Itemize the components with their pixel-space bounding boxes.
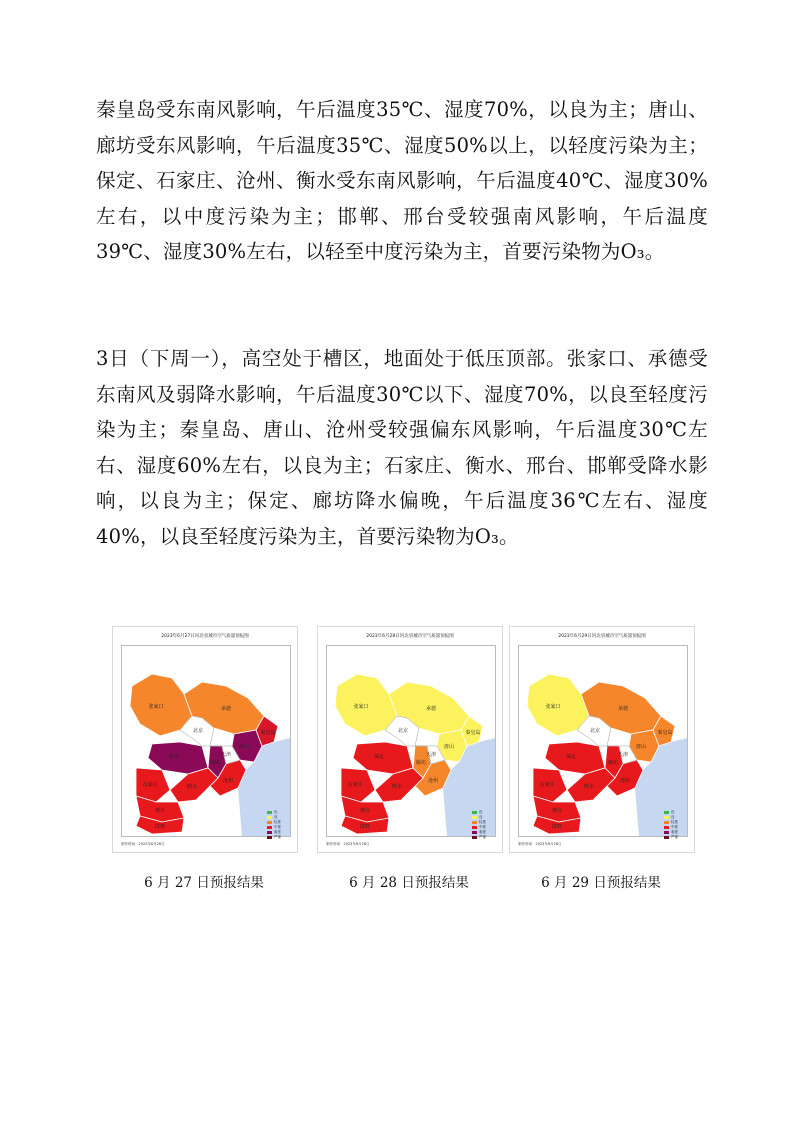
legend-label: 重度 <box>479 830 486 834</box>
map-label-lf: 廊坊 <box>607 760 619 766</box>
map-label-ts: 唐山 <box>635 744 647 750</box>
legend-label: 中度 <box>274 825 281 829</box>
legend-swatch <box>472 836 477 839</box>
legend-label: 中度 <box>479 825 486 829</box>
legend-swatch <box>267 811 272 814</box>
legend-swatch <box>664 831 669 834</box>
legend-label: 轻度 <box>479 820 486 824</box>
map-label-xt: 邢台 <box>551 808 563 814</box>
map-label-cz: 沧州 <box>222 778 234 784</box>
legend-item <box>267 835 285 840</box>
map-label-tj: 天津 <box>425 752 437 758</box>
map-label-hs: 衡水 <box>583 784 595 790</box>
legend-swatch <box>664 836 669 839</box>
hebei-map <box>122 646 290 836</box>
legend-swatch <box>472 816 477 819</box>
map-label-bd: 保定 <box>565 754 577 760</box>
map-label-qhd: 秦皇岛 <box>657 730 673 736</box>
legend-label: 重度 <box>671 830 678 834</box>
map-footer: 制作时间：2023年6月26日 <box>326 842 370 846</box>
map-label-bj: 北京 <box>397 728 409 734</box>
map-title: 2023年6月28日河北省城市空气质量预报图 <box>366 634 454 639</box>
map-title: 2023年6月29日河北省城市空气质量预报图 <box>558 634 646 639</box>
map-footer: 制作时间：2023年6月26日 <box>518 842 562 846</box>
legend-swatch <box>472 826 477 829</box>
legend-label: 中度 <box>671 825 678 829</box>
legend-label: 严重 <box>479 835 486 839</box>
map-label-ts: 唐山 <box>443 744 455 750</box>
legend-label: 优 <box>274 810 278 814</box>
legend-swatch <box>267 831 272 834</box>
map-label-cz: 沧州 <box>619 778 631 784</box>
map-frame <box>518 645 688 837</box>
map-label-ts: 唐山 <box>238 744 250 750</box>
map-legend <box>664 810 682 840</box>
map-label-qhd: 秦皇岛 <box>465 730 481 736</box>
legend-label: 轻度 <box>671 820 678 824</box>
map-label-sjz: 石家庄 <box>347 782 363 788</box>
paragraph-forecast-monday: 3日（下周一），高空处于槽区，地面处于低压顶部。张家口、承德受东南风及弱降水影响，午后温度30℃以下、湿度70%，以良至轻度污染为主；秦皇岛、唐山、沧州受较强偏东风影响，午后温度30℃左右、湿度60%左右，以良为主；石家庄、衡水、邢台、邯郸受降水影响，以良为主；保定、廊坊降水偏晚，午后温度36℃左右、湿度40%，以良至轻度污染为主，首要污染物为O₃。 <box>96 347 708 548</box>
map-label-cd: 承德 <box>425 706 437 712</box>
map-label-hd: 邯郸 <box>154 824 166 830</box>
legend-swatch <box>664 811 669 814</box>
legend-label: 优 <box>671 810 675 814</box>
map-label-hs: 衡水 <box>186 784 198 790</box>
map-label-bd: 保定 <box>373 754 385 760</box>
map-label-cz: 沧州 <box>427 778 439 784</box>
legend-label: 良 <box>479 815 483 819</box>
map-label-zjk: 张家口 <box>353 704 369 710</box>
map-label-cd: 承德 <box>617 706 629 712</box>
legend-swatch <box>267 836 272 839</box>
legend-label: 严重 <box>274 835 281 839</box>
legend-swatch <box>267 816 272 819</box>
legend-label: 良 <box>274 815 278 819</box>
map-label-hd: 邯郸 <box>359 824 371 830</box>
legend-swatch <box>267 821 272 824</box>
forecast-map-june-29 <box>509 626 695 853</box>
legend-swatch <box>267 826 272 829</box>
map-label-bj: 北京 <box>589 728 601 734</box>
map-label-tj: 天津 <box>617 752 629 758</box>
legend-swatch <box>664 816 669 819</box>
map-label-bd: 保定 <box>168 754 180 760</box>
legend-swatch <box>664 821 669 824</box>
caption-june-28: 6 月 28 日预报结果 <box>349 875 469 891</box>
legend-label: 优 <box>479 810 483 814</box>
caption-june-27: 6 月 27 日预报结果 <box>144 875 264 891</box>
forecast-map-june-27 <box>112 626 298 853</box>
hebei-map <box>519 646 687 836</box>
map-legend <box>472 810 490 840</box>
map-label-lf: 廊坊 <box>415 760 427 766</box>
map-legend <box>267 810 285 840</box>
legend-swatch <box>664 826 669 829</box>
map-footer: 制作时间：2023年6月26日 <box>121 842 165 846</box>
map-label-sjz: 石家庄 <box>142 782 158 788</box>
paragraph-forecast-sunday: 秦皇岛受东南风影响，午后温度35℃、湿度70%，以良为主；唐山、廊坊受东风影响，午后温度35℃、湿度50%以上，以轻度污染为主；保定、石家庄、沧州、衡水受东南风影响，午后温度40℃、湿度30%左右，以中度污染为主；邯郸、邢台受较强南风影响，午后温度39℃、湿度30%左右，以轻至中度污染为主，首要污染物为O₃。 <box>96 98 708 264</box>
map-title: 2023年6月27日河北省城市空气质量预报图 <box>161 634 249 639</box>
map-label-bj: 北京 <box>192 728 204 734</box>
map-label-cd: 承德 <box>220 706 232 712</box>
caption-june-29: 6 月 29 日预报结果 <box>541 875 661 891</box>
map-label-tj: 天津 <box>220 752 232 758</box>
map-label-zjk: 张家口 <box>148 704 164 710</box>
legend-swatch <box>472 821 477 824</box>
legend-swatch <box>472 811 477 814</box>
legend-label: 轻度 <box>274 820 281 824</box>
map-label-lf: 廊坊 <box>210 760 222 766</box>
legend-item <box>664 835 682 840</box>
forecast-map-june-28 <box>317 626 503 853</box>
legend-swatch <box>472 831 477 834</box>
legend-item <box>472 835 490 840</box>
map-frame <box>326 645 496 837</box>
legend-label: 良 <box>671 815 675 819</box>
map-label-hd: 邯郸 <box>551 824 563 830</box>
map-label-sjz: 石家庄 <box>539 782 555 788</box>
map-frame <box>121 645 291 837</box>
map-label-xt: 邢台 <box>359 808 371 814</box>
hebei-map <box>327 646 495 836</box>
legend-label: 严重 <box>671 835 678 839</box>
map-label-zjk: 张家口 <box>545 704 561 710</box>
map-label-hs: 衡水 <box>391 784 403 790</box>
legend-label: 重度 <box>274 830 281 834</box>
map-label-qhd: 秦皇岛 <box>260 730 276 736</box>
map-label-xt: 邢台 <box>154 808 166 814</box>
